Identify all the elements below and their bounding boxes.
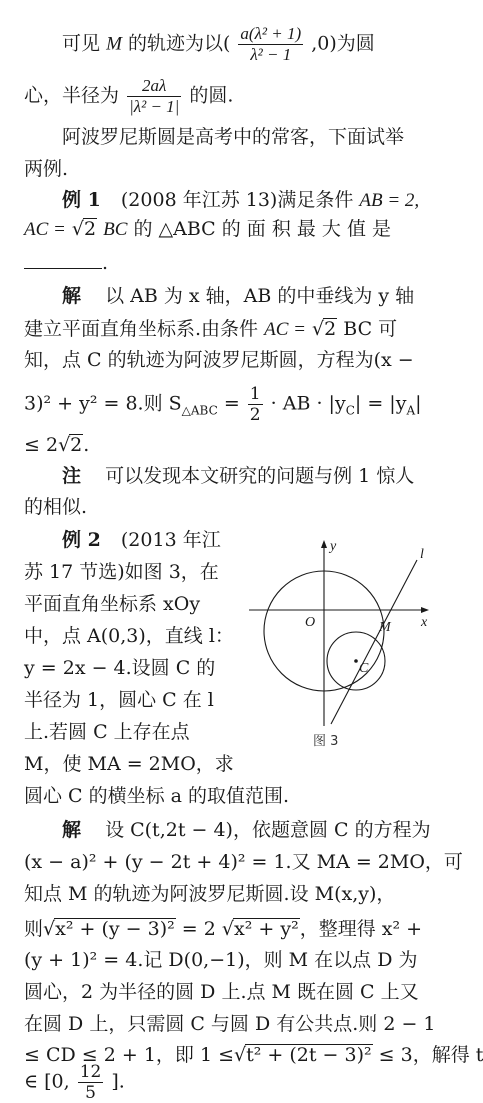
solution-2-line-3: 知点 M 的轨迹为阿波罗尼斯圆.设 M(x,y)，: [24, 883, 396, 905]
example-2-line-9: 圆心 C 的横坐标 a 的取值范围.: [24, 785, 290, 807]
text: 可以发现本文研究的问题与例 1 惊人: [105, 465, 415, 487]
math-M: M: [106, 33, 122, 55]
note-line-1: [62, 466, 414, 486]
solution-label: 解: [62, 285, 82, 307]
text: ≤ CD ≤ 2 + 1，即 1 ≤: [24, 1044, 234, 1066]
note-line-2: 的相似.: [24, 496, 88, 518]
text: BC 可: [343, 318, 398, 340]
text: (2008 年江苏 13)满足条件: [120, 189, 354, 211]
label-M: M: [379, 620, 391, 635]
subscript: C: [345, 403, 355, 418]
label-y: y: [330, 539, 337, 554]
text: 可见: [62, 32, 101, 55]
example-2-line-6: 半径为 1，圆心 C 在 l: [24, 689, 214, 711]
solution-2-line-7: 在圆 D 上，只需圆 C 与圆 D 有公共点.则 2 − 1: [24, 1013, 436, 1035]
solution-2-line-1: [62, 820, 431, 840]
text: 3)² + y² = 8.则 S: [24, 392, 182, 415]
solution-1-line-1: [62, 286, 414, 306]
line-1: [62, 24, 375, 65]
solution-2-line-8: ≤ CD ≤ 2 + 1，即 1 ≤√t² + (2t − 3)² ≤ 3，解得 t: [24, 1044, 483, 1066]
sqrt-expression: x² + (y − 3)²: [55, 918, 175, 940]
y-axis-arrow: [321, 540, 327, 548]
answer-blank: [24, 252, 102, 269]
sqrt-2: 2: [84, 218, 97, 240]
text: ，整理得 x² +: [299, 918, 423, 940]
text: ,0)为圆: [311, 32, 375, 55]
example-2-line-1: [62, 530, 221, 550]
solution-1-line-2: 建立平面直角坐标系.由条件 AC = √2 BC 可: [24, 318, 398, 340]
sqrt-2: 2: [324, 318, 337, 340]
solution-1-line-5: ≤ 2√2.: [24, 434, 90, 456]
example-2-line-8: M，使 MA = 2MO，求: [24, 753, 234, 775]
solution-2-line-4: 则√x² + (y − 3)² = 2 √x² + y²，整理得 x² +: [24, 918, 423, 940]
solution-1-line-3: 知，点 C 的轨迹为阿波罗尼斯圆，方程为(x −: [24, 349, 414, 371]
line-l: [331, 560, 417, 724]
x-axis-arrow: [421, 607, 429, 613]
solution-2-line-9: [24, 1062, 125, 1103]
fraction-12-5: [78, 1062, 104, 1103]
example-2-line-3: 平面直角坐标系 xOy: [24, 593, 201, 615]
fraction-denominator: 5: [85, 1083, 96, 1103]
math: AC =: [264, 319, 306, 340]
fraction-denominator: 2: [249, 405, 261, 425]
fraction-numerator: 12: [79, 1062, 102, 1082]
text: 的圆.: [189, 84, 234, 107]
example-2-line-2: 苏 17 节选)如图 3，在: [24, 561, 219, 583]
text: = 2: [181, 918, 216, 940]
text: ].: [111, 1070, 125, 1093]
subscript: A: [406, 403, 416, 418]
label-C: C: [359, 661, 369, 676]
solution-2-line-6: 圆心，2 为半径的圆 D 上.点 M 既在圆 C 上又: [24, 981, 419, 1003]
text: (2013 年江: [120, 529, 221, 551]
solution-2-line-5: (y + 1)² = 4.记 D(0,−1)，则 M 在以点 D 为: [24, 949, 418, 971]
sqrt-2: 2: [70, 434, 83, 456]
fraction-denominator: λ² − 1: [250, 45, 292, 64]
fraction-half: [248, 384, 263, 425]
line-2: [24, 76, 233, 117]
subscript: △ABC: [181, 403, 218, 418]
text: · AB · |y: [270, 392, 346, 415]
solution-label: 解: [62, 819, 82, 841]
sqrt-expression: x² + y²: [234, 918, 299, 940]
solution-2-line-2: (x − a)² + (y − 2t + 4)² = 1.又 MA = 2MO，可: [24, 851, 463, 873]
note-label: 注: [62, 465, 82, 487]
text: 建立平面直角坐标系.由条件: [24, 318, 259, 340]
fraction-numerator: a(λ² + 1): [240, 24, 302, 43]
label-l: l: [420, 547, 424, 562]
text: 则: [24, 918, 44, 940]
paragraph-line: 阿波罗尼斯圆是高考中的常客，下面试举: [62, 126, 405, 148]
example-2-line-5: y = 2x − 4.设圆 C 的: [24, 657, 216, 679]
text: ∈ [0,: [24, 1070, 70, 1093]
text: =: [223, 392, 240, 415]
solution-1-line-4: [24, 384, 422, 425]
answer-blank-line: .: [24, 252, 108, 273]
center-C-point: [354, 659, 358, 663]
fraction-numerator: 2aλ: [127, 76, 181, 97]
label-O: O: [305, 615, 316, 630]
example-label: 例 2: [62, 529, 101, 551]
text: 设 C(t,2t − 4)，依题意圆 C 的方程为: [105, 819, 431, 841]
paragraph-line: 两例.: [24, 158, 69, 180]
fraction-radius: [127, 76, 181, 117]
math: AC =: [24, 219, 66, 240]
text: 的轨迹为以(: [127, 32, 231, 55]
math: AB = 2,: [359, 190, 420, 211]
example-1-line-2: AC = √2 BC 的 △ABC 的 面 积 最 大 值 是: [24, 218, 391, 240]
text: ≤ 2: [24, 434, 59, 456]
example-1-header: [62, 190, 419, 211]
sqrt-expression: t² + (2t − 3)²: [246, 1044, 372, 1066]
text: .: [83, 434, 90, 456]
figure-caption: 图 3: [313, 734, 339, 749]
text: 心，半径为: [24, 84, 120, 107]
text: 的 △ABC 的 面 积 最 大 值 是: [133, 218, 391, 240]
fraction-center-x: [238, 24, 303, 65]
text: 以 AB 为 x 轴，AB 的中垂线为 y 轴: [105, 285, 415, 307]
text: | = |y: [354, 392, 407, 415]
text: |: [415, 392, 422, 415]
example-2-line-4: 中，点 A(0,3)，直线 l：: [24, 625, 234, 647]
figure-3: [243, 526, 435, 764]
fraction-denominator: |λ² − 1|: [129, 97, 180, 116]
fraction-numerator: 1: [249, 384, 261, 404]
math: BC: [103, 219, 128, 240]
text: ≤ 3，解得 t: [378, 1044, 483, 1066]
label-x: x: [421, 615, 428, 630]
example-label: 例 1: [62, 189, 101, 211]
example-2-line-7: 上.若圆 C 上存在点: [24, 721, 190, 743]
